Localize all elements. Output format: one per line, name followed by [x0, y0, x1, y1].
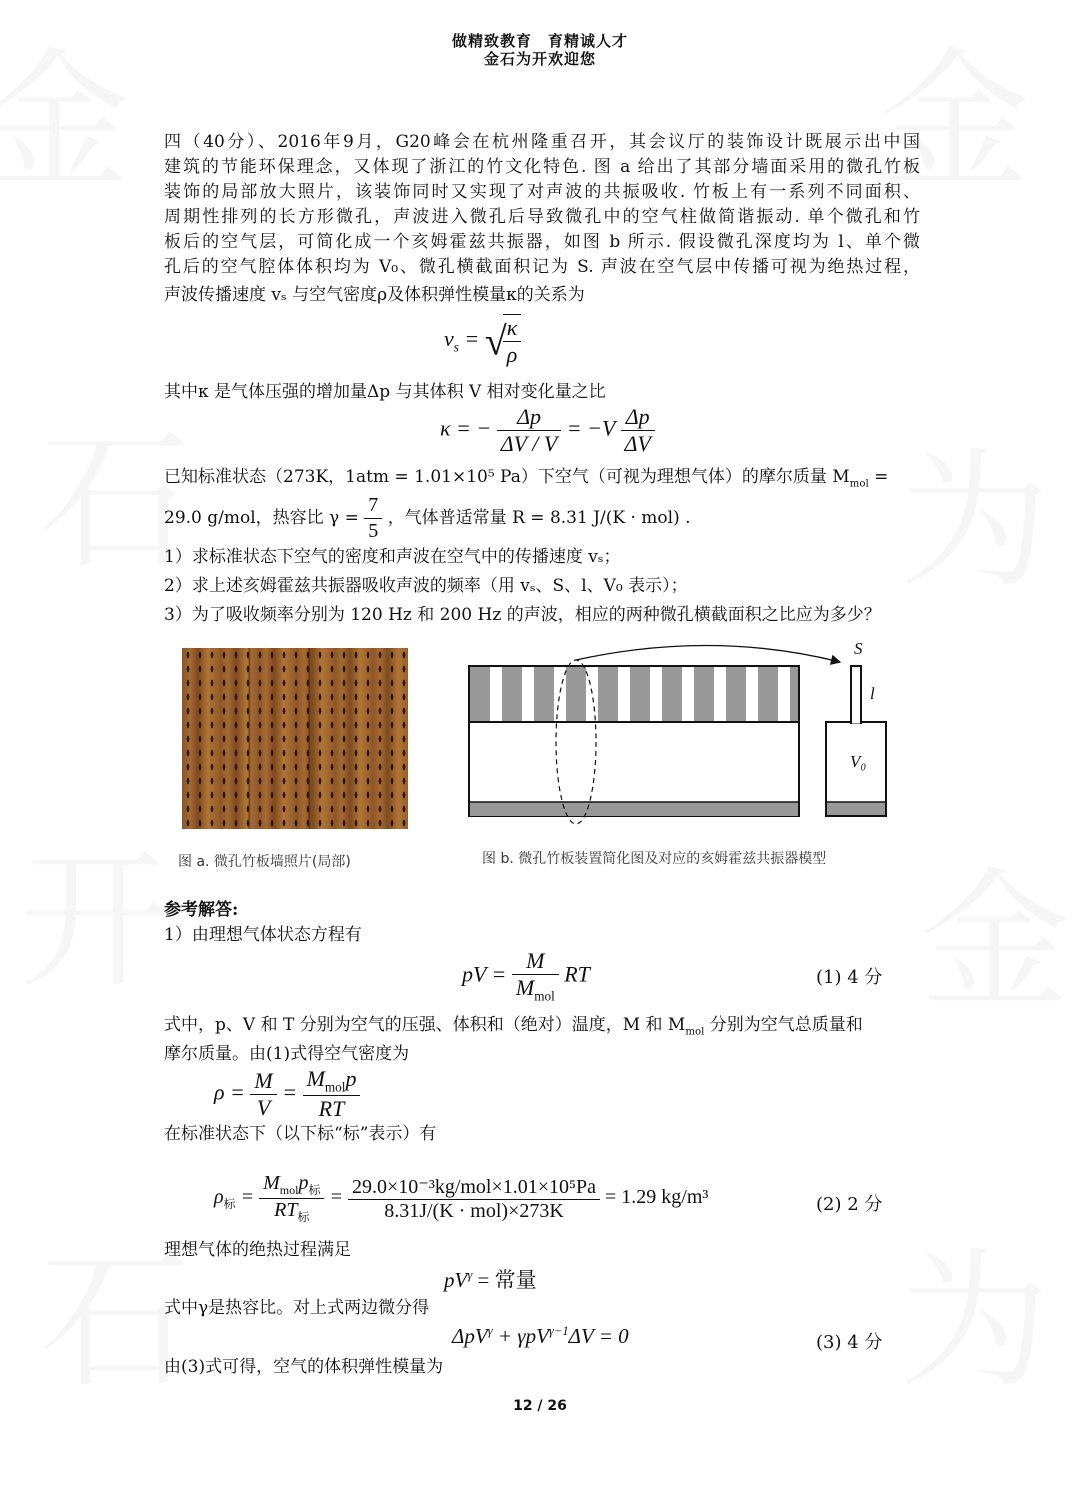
- equation-differential: ΔpV$^\gamma$ + γpV$^{\gamma-1}$ΔV = 0: [452, 1324, 629, 1348]
- eq2-denominator: 8.31J/(K · mol)×273K: [384, 1200, 564, 1222]
- page-number: 12 / 26: [513, 1398, 567, 1414]
- score-3: (3) 4 分: [816, 1332, 883, 1353]
- solution-step-5: 理想气体的绝热过程满足: [164, 1240, 351, 1260]
- problem-paragraph: [164, 130, 920, 280]
- arrow-curve: [576, 645, 840, 662]
- watermark: [900, 1200, 1050, 1416]
- helmholtz-model: [826, 666, 886, 816]
- solution-step-3: 摩尔质量。由(1)式得空气密度为: [164, 1044, 410, 1064]
- known-conditions-2: 29.0 g/mol，热容比 γ = $\frac{7}{5}$ ，气体普适常量 R = 8.31 J/(K · mol) .: [164, 494, 691, 542]
- label-l: l: [870, 684, 875, 703]
- solution-step-6: 式中γ是热容比。对上式两边微分得: [164, 1298, 430, 1318]
- caption-figure-a: 图 a. 微孔竹板墙照片(局部): [178, 854, 351, 870]
- question-1: 1）求标准状态下空气的密度和声波在空气中的传播速度 vₛ；: [164, 547, 621, 567]
- label-S: S: [854, 639, 863, 658]
- problem-line: 四（40分）、2016年9月，G20峰会在杭州隆重召开，其会议厅的装饰设计既展示出中国: [164, 132, 920, 152]
- header-line2: 金石为开欢迎您: [483, 50, 596, 68]
- equation-sound-speed: $v_s$ = √ $\frac{\kappa}{\rho}$: [444, 314, 521, 368]
- bamboo-panel-photo: [182, 648, 408, 829]
- equation-density-standard: $\rho_标$ = $\frac{M_{mol}p_标}{RT_标}$ = $\frac{\text{29.0×10⁻³kg/mol×1.01×10⁵Pa}}{\text{8.31J/(K · mol)×273K}}$ = 1.29 kg/m³: [214, 1172, 709, 1224]
- caption-figure-b: 图 b. 微孔竹板装置简化图及对应的亥姆霍兹共振器模型: [482, 851, 827, 867]
- question-2: 2）求上述亥姆霍兹共振器吸收声波的频率（用 vₛ、S、l、V₀ 表示）；: [164, 576, 688, 596]
- adiabatic-lhs: pV: [444, 1268, 468, 1292]
- problem-line: 板后的空气层，可简化成一个亥姆霍兹共振器，如图 b 所示. 假设微孔深度均为 l、单个微: [164, 232, 920, 252]
- score-2: (2) 2 分: [816, 1194, 883, 1215]
- header-line1: 做精致教育 育精诚人才: [451, 32, 628, 50]
- score-1: (1) 4 分: [816, 967, 883, 988]
- adiabatic-rhs: = 常量: [472, 1268, 537, 1292]
- s2-end: 分别为空气总质量和: [704, 1015, 863, 1035]
- eq2-result: = 1.29 kg/m³: [605, 1186, 709, 1209]
- problem-line: 周期性排列的长方形微孔，声波进入微孔后导致微孔中的空气柱做简谐振动. 单个微孔和竹: [164, 207, 920, 227]
- known-sub: mol: [849, 478, 869, 490]
- eq2-numerator: 29.0×10⁻³kg/mol×1.01×10⁵Pa: [348, 1174, 600, 1200]
- problem-line: 装饰的局部放大照片，该装饰同时又实现了对声波的共振吸收. 竹板上有一系列不同面积、: [164, 182, 920, 202]
- solution-step-7: 由(3)式可得，空气的体积弹性模量为: [164, 1357, 444, 1377]
- label-V0: V₀: [850, 752, 867, 771]
- equation-adiabatic: $pV^\gamma$ = 常量: [444, 1268, 537, 1292]
- equation-kappa: κ = − $\frac{\Delta p}{\Delta V / V}$ = −V $\frac{\Delta p}{\Delta V}$: [440, 404, 655, 457]
- watermark: [20, 800, 170, 1016]
- solution-step-4: 在标准状态下（以下标“标”表示）有: [164, 1124, 437, 1144]
- watermark: [920, 820, 1070, 1036]
- perforated-board: [470, 667, 798, 721]
- known-end: =: [868, 467, 889, 487]
- solution-step-2: [164, 1013, 863, 1044]
- equation-density: ρ = $\frac{M}{V}$ = $\frac{M_{mol}p}{RT}$: [214, 1066, 360, 1122]
- known-conditions-1: [164, 465, 888, 496]
- known-text: 已知标准状态（273K，1atm = 1.01×10⁵ Pa）下空气（可视为理想气体）的摩尔质量 M: [164, 467, 850, 487]
- equation-ideal-gas: pV = $\frac{M}{M_{mol}}$ RT: [462, 948, 590, 1004]
- backing-plate: [470, 802, 798, 816]
- problem-line: 孔后的空气腔体体积均为 V₀、微孔横截面积记为 S. 声波在空气层中传播可视为绝热过程，: [164, 257, 920, 277]
- s2-sub: mol: [685, 1026, 705, 1038]
- solution-step-1: 1）由理想气体状态方程有: [164, 925, 362, 945]
- kappa-definition: 其中κ 是气体压强的增加量Δp 与其体积 V 相对变化量之比: [164, 382, 606, 402]
- watermark: [900, 400, 1050, 616]
- question-3: 3）为了吸收频率分别为 120 Hz 和 200 Hz 的声波，相应的两种微孔横截面积之比应为多少？: [164, 605, 881, 625]
- solution-heading: 参考解答:: [164, 900, 239, 920]
- s2-text: 式中，p、V 和 T 分别为空气的压强、体积和（绝对）温度，M 和 M: [164, 1015, 686, 1035]
- problem-line: 建筑的节能环保理念，又体现了浙江的竹文化特色. 图 a 给出了其部分墙面采用的微孔竹板: [164, 157, 920, 177]
- resonator-diagram: [462, 640, 902, 840]
- known2-text-b: ，气体普适常量 R = 8.31 J/(K · mol) .: [387, 508, 691, 528]
- problem-line-7: 声波传播速度 vₛ 与空气密度ρ及体积弹性模量κ的关系为: [164, 285, 585, 305]
- known2-text-a: 29.0 g/mol，热容比 γ =: [164, 508, 359, 528]
